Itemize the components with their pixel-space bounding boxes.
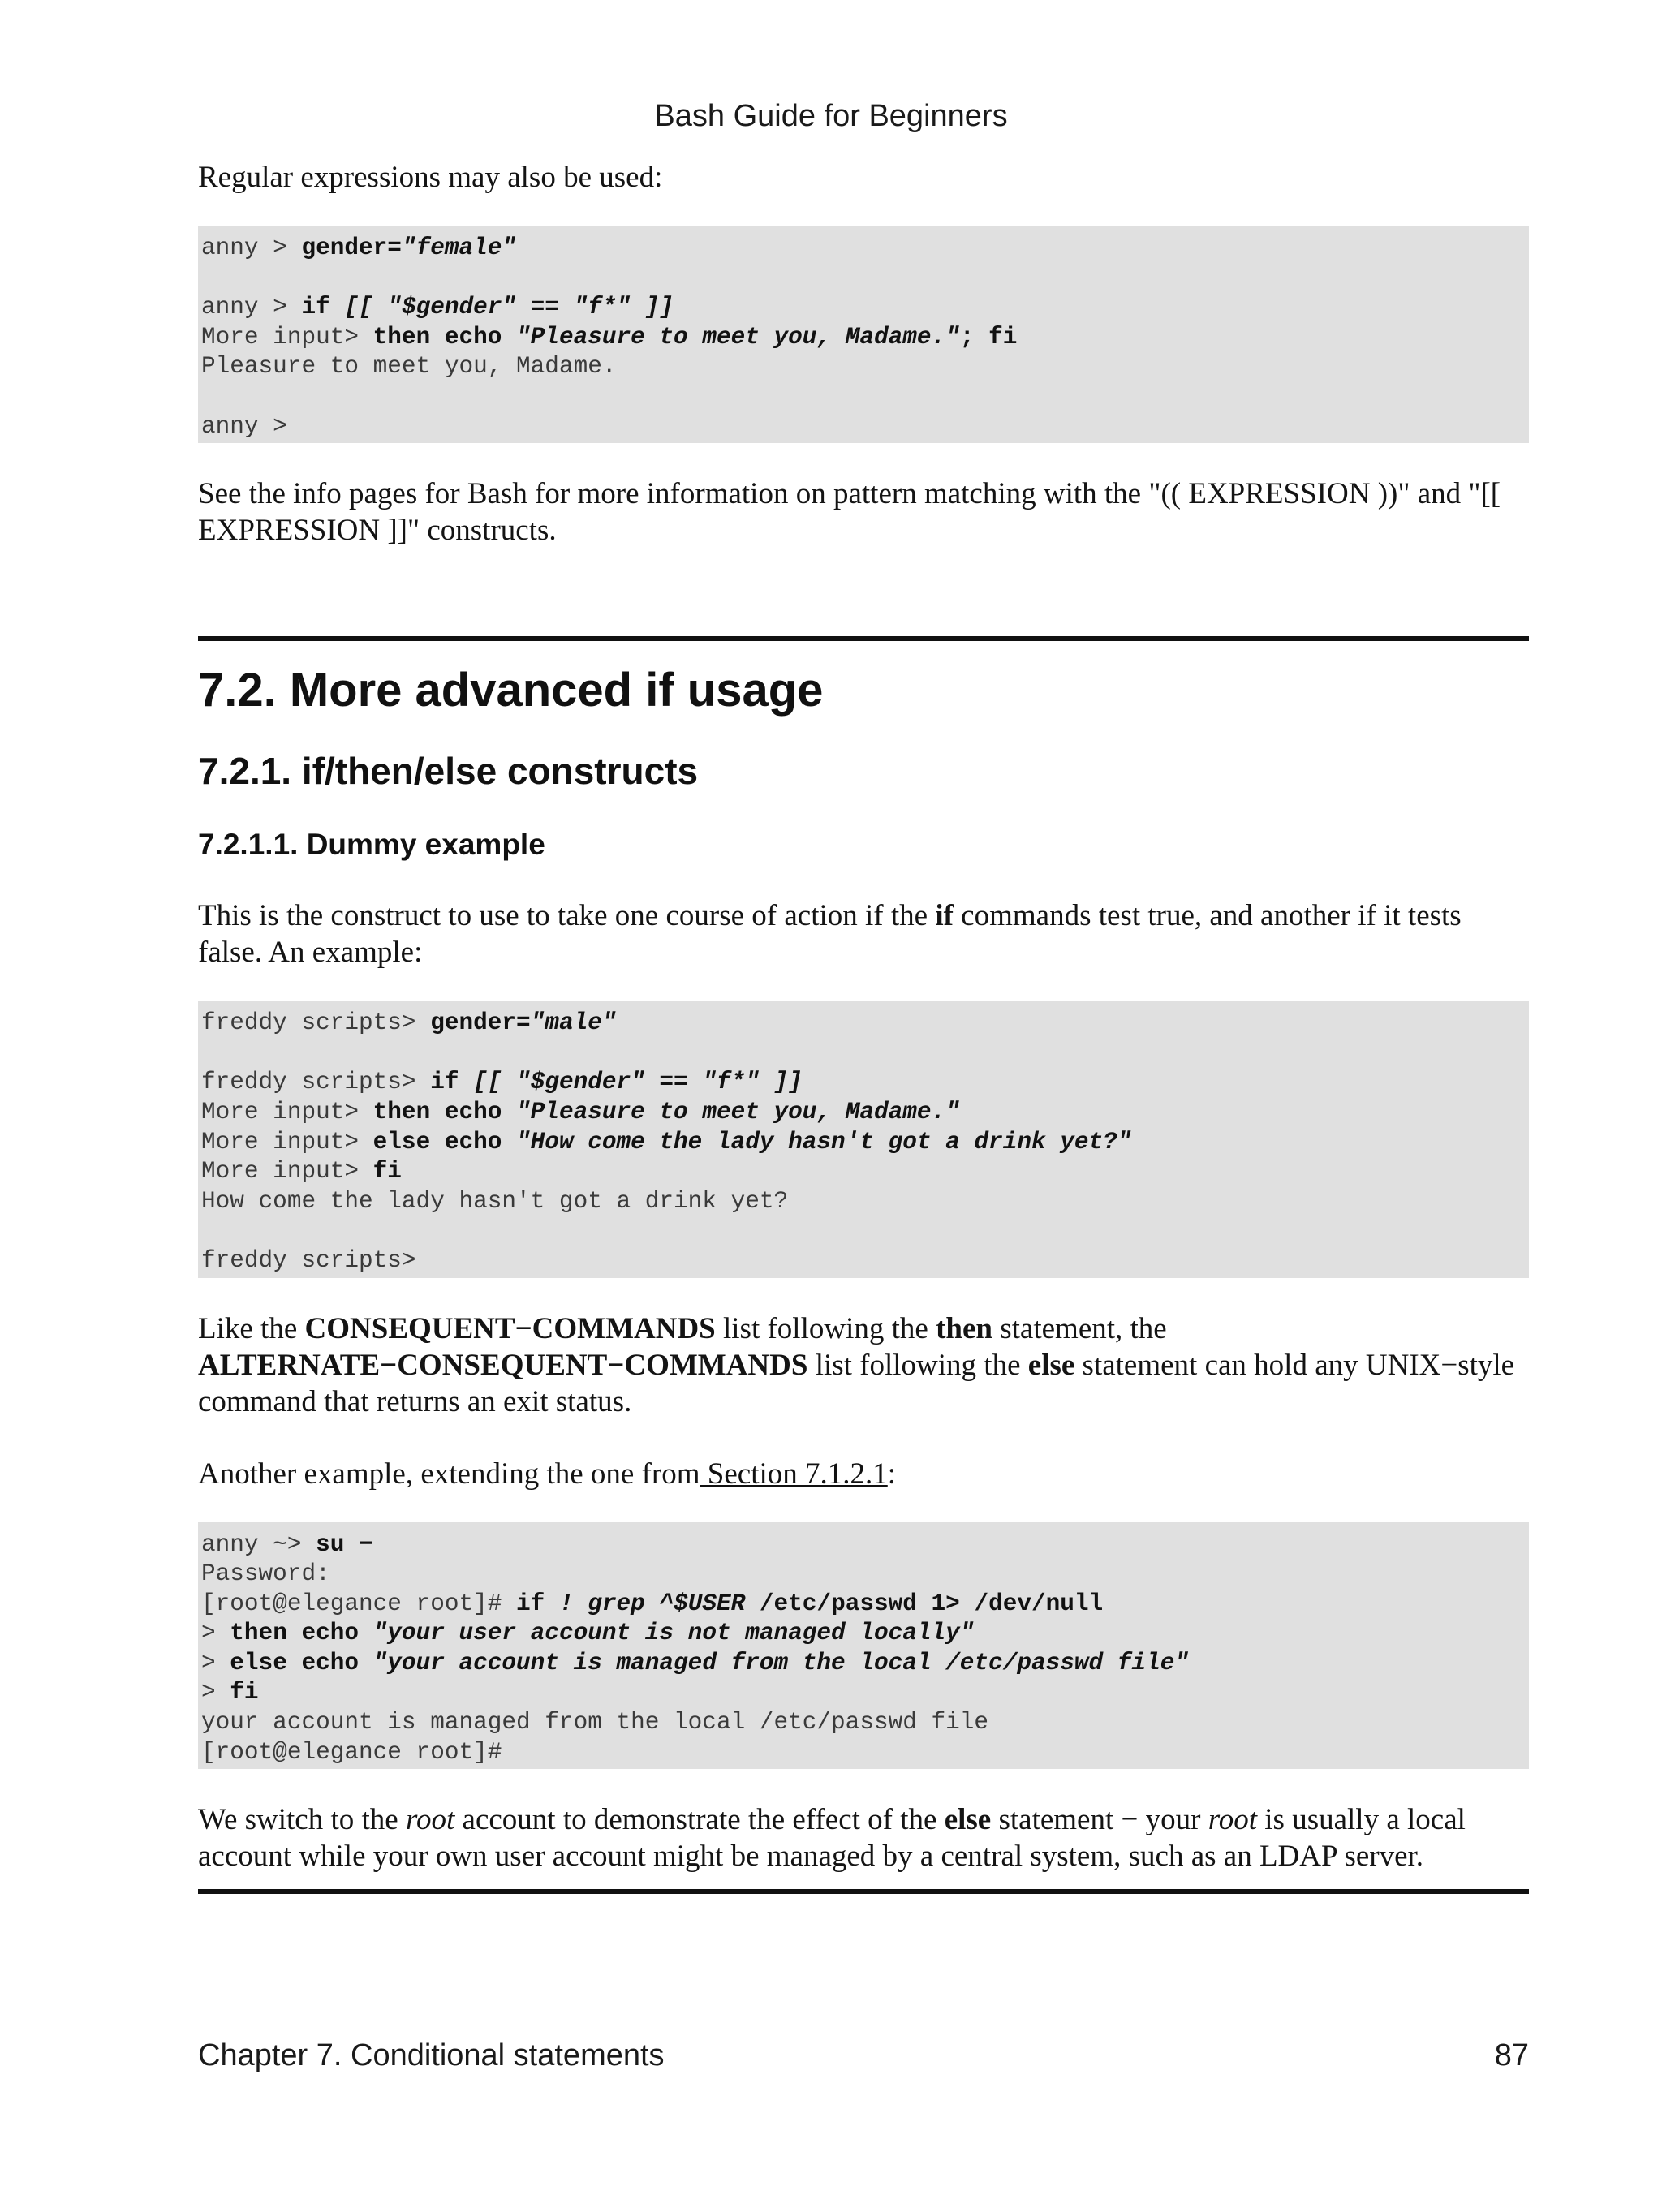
prompt: > <box>201 1679 230 1706</box>
code-output <box>201 1708 1529 1738</box>
argument: "male" <box>530 1009 617 1037</box>
code-line <box>201 1738 1529 1768</box>
construct-paragraph: This is the construct to use to take one course of action if the if commands test true, and another if it tests false. An example: <box>198 899 1462 970</box>
code-line <box>201 234 1529 264</box>
command: then echo <box>230 1620 373 1647</box>
argument: "your account is managed from the local /etc/passwd file" <box>372 1649 1189 1676</box>
prompt: [root@elegance root]# <box>201 1590 517 1617</box>
argument: "Pleasure to meet you, Madame." <box>516 323 960 351</box>
code-line <box>201 1246 1529 1276</box>
code-output <box>201 1560 1529 1590</box>
page-number: 87 <box>1494 2038 1529 2072</box>
prompt: anny > <box>201 235 302 261</box>
prompt: More input> <box>201 1098 373 1125</box>
argument: "female" <box>401 235 517 261</box>
section-link[interactable]: Section 7.1.2.1 <box>700 1457 888 1491</box>
code-line <box>201 1068 1529 1098</box>
consequent-paragraph: Like the CONSEQUENT−COMMANDS list following the then statement, the ALTERNATE−CONSEQUENT−COMMANDS list following the else statement can hold any UNIX−style command that returns an exit status. <box>198 1311 1515 1418</box>
keyword-if: if <box>935 899 954 933</box>
intro-paragraph: Regular expressions may also be used: <box>198 161 663 194</box>
code-block-su-root <box>198 1522 1529 1770</box>
code-line <box>201 1678 1529 1708</box>
argument: "Pleasure to meet you, Madame." <box>516 1098 960 1125</box>
code-output <box>201 352 1529 382</box>
prompt: [root@elegance root]# <box>201 1738 502 1766</box>
output-text: Pleasure to meet you, Madame. <box>201 353 617 381</box>
page-content <box>198 159 1529 1894</box>
prompt: anny > <box>201 294 302 321</box>
prompt: freddy scripts> <box>201 1246 416 1274</box>
code-line <box>201 1649 1529 1679</box>
section-end-divider <box>198 1889 1529 1894</box>
command: then echo <box>372 323 517 351</box>
prompt: > <box>201 1620 230 1647</box>
prompt: More input> <box>201 1158 373 1186</box>
argument: "How come the lady hasn't got a drink yet?" <box>516 1128 1132 1155</box>
command: gender= <box>301 235 402 261</box>
argument: "your user account is not managed locally" <box>372 1620 975 1647</box>
info-paragraph: See the info pages for Bash for more information on pattern matching with the "(( EXPRESSION ))" and "[[ EXPRESSION ]]" constructs. <box>198 477 1501 548</box>
another-example-paragraph: Another example, extending the one from Section 7.1.2.1: <box>198 1457 897 1491</box>
code-line <box>201 412 1529 442</box>
footer-chapter: Chapter 7. Conditional statements <box>198 2038 665 2072</box>
code-line <box>201 1128 1529 1158</box>
code-line <box>201 1009 1529 1039</box>
argument: [[ "$gender" == "f*" ]] <box>473 1069 803 1096</box>
code-block-regex <box>198 226 1529 443</box>
prompt: > <box>201 1649 230 1676</box>
output-text: Password: <box>201 1560 330 1588</box>
command: if <box>516 1590 559 1617</box>
command: gender= <box>430 1009 531 1037</box>
section-divider <box>198 636 1529 641</box>
code-line <box>201 323 1529 353</box>
output-text: your account is managed from the local /etc/passwd file <box>201 1709 989 1736</box>
command: fi <box>372 1158 402 1186</box>
section-heading: 7.2. More advanced if usage <box>198 664 824 717</box>
command: ; fi <box>959 323 1018 351</box>
code-block-ifelse <box>198 1001 1529 1277</box>
command: su − <box>316 1530 373 1558</box>
running-header: Bash Guide for Beginners <box>654 99 1008 133</box>
command: fi <box>230 1679 259 1706</box>
prompt: freddy scripts> <box>201 1069 431 1096</box>
command: then echo <box>372 1098 517 1125</box>
code-line <box>201 1530 1529 1560</box>
root-switch-paragraph: We switch to the root account to demonstrate the effect of the else statement − your root is usually a local account while your own user account might be managed by a central system, such as an LDAP server. <box>198 1803 1466 1874</box>
command: if <box>301 294 345 321</box>
prompt: More input> <box>201 323 373 351</box>
command: else echo <box>372 1128 517 1155</box>
prompt: anny > <box>201 412 287 440</box>
prompt: More input> <box>201 1128 373 1155</box>
output-text: How come the lady hasn't got a drink yet? <box>201 1187 789 1215</box>
argument: [[ "$gender" == "f*" ]] <box>344 294 674 321</box>
code-line <box>201 1157 1529 1187</box>
command: else echo <box>230 1649 373 1676</box>
code-line <box>201 293 1529 323</box>
command: /etc/passwd 1> /dev/null <box>745 1590 1104 1617</box>
running-footer <box>198 2038 1529 2073</box>
code-output <box>201 1187 1529 1217</box>
code-line <box>201 1619 1529 1649</box>
subsection-heading: 7.2.1. if/then/else constructs <box>198 750 699 793</box>
code-line <box>201 1098 1529 1128</box>
prompt: anny ~> <box>201 1530 316 1558</box>
code-line <box>201 1590 1529 1620</box>
subsubsection-heading: 7.2.1.1. Dummy example <box>198 828 545 862</box>
command: if <box>430 1069 474 1096</box>
argument: ! grep ^$USER <box>558 1590 746 1617</box>
prompt: freddy scripts> <box>201 1009 431 1037</box>
